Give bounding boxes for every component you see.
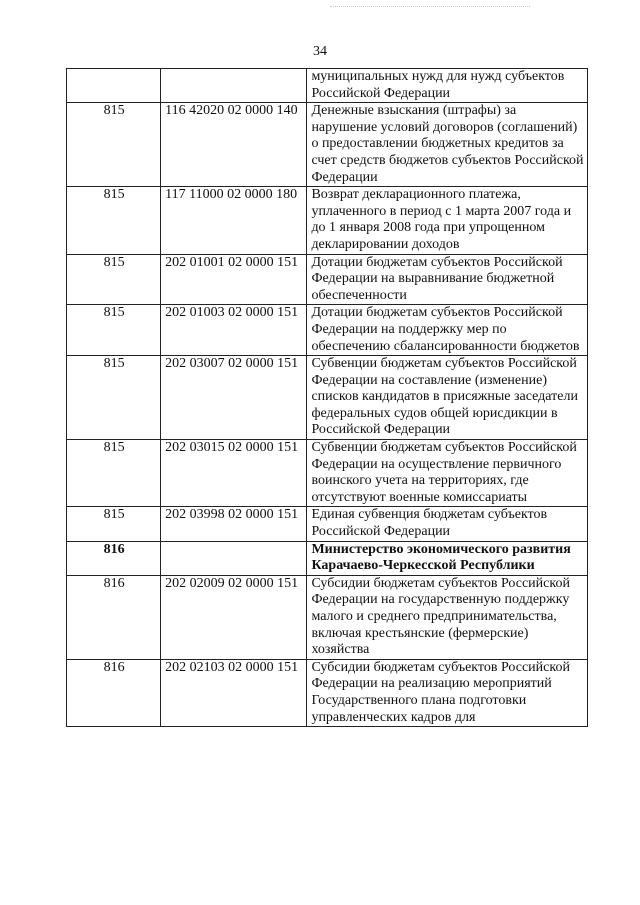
revenue-code-cell: 202 01001 02 0000 151: [161, 254, 307, 305]
scan-noise: [330, 6, 530, 13]
table-body: [67, 69, 588, 727]
admin-code-cell: 815: [67, 356, 161, 440]
admin-code-cell: 816: [67, 575, 161, 659]
revenue-name-cell: Единая субвенция бюджетам субъектов Российской Федерации: [307, 507, 588, 541]
revenue-name-cell: Субвенции бюджетам субъектов Российской Федерации на осуществление первичного воинского учета на территориях, где отсутствуют военные комиссариаты: [307, 440, 588, 507]
table-row: [67, 541, 588, 575]
revenue-code-cell: 202 02103 02 0000 151: [161, 659, 307, 726]
revenue-name-cell: муниципальных нужд для нужд субъектов Российской Федерации: [307, 69, 588, 103]
admin-code-cell: 815: [67, 440, 161, 507]
revenue-code-cell: 202 03998 02 0000 151: [161, 507, 307, 541]
table-row: [67, 305, 588, 356]
revenue-name-cell: Министерство экономического развития Карачаево-Черкесской Республики: [307, 541, 588, 575]
revenue-name-cell: Субсидии бюджетам субъектов Российской Федерации на реализацию мероприятий Государственного плана подготовки управленческих кадров для: [307, 659, 588, 726]
table-row: [67, 187, 588, 254]
admin-code-cell: 815: [67, 103, 161, 187]
revenue-code-cell: 202 02009 02 0000 151: [161, 575, 307, 659]
admin-code-cell: 815: [67, 507, 161, 541]
revenue-code-cell: [161, 69, 307, 103]
table-row: [67, 356, 588, 440]
table-row: [67, 659, 588, 726]
admin-code-cell: 815: [67, 305, 161, 356]
revenue-name-cell: Возврат декларационного платежа, уплаченного в период с 1 марта 2007 года и до 1 января 2008 года при упрощенном декларировании доходов: [307, 187, 588, 254]
table-row: [67, 254, 588, 305]
admin-code-cell: [67, 69, 161, 103]
budget-classification-table: [66, 68, 588, 727]
table-row: [67, 69, 588, 103]
table-row: [67, 507, 588, 541]
revenue-code-cell: 116 42020 02 0000 140: [161, 103, 307, 187]
admin-code-cell: 816: [67, 659, 161, 726]
admin-code-cell: 816: [67, 541, 161, 575]
revenue-code-cell: 202 03007 02 0000 151: [161, 356, 307, 440]
revenue-name-cell: Дотации бюджетам субъектов Российской Федерации на поддержку мер по обеспечению сбалансированности бюджетов: [307, 305, 588, 356]
revenue-name-cell: Субвенции бюджетам субъектов Российской Федерации на составление (изменение) списков кандидатов в присяжные заседатели федеральных судов общей юрисдикции в Российской Федерации: [307, 356, 588, 440]
admin-code-cell: 815: [67, 254, 161, 305]
revenue-name-cell: Субсидии бюджетам субъектов Российской Федерации на государственную поддержку малого и среднего предпринимательства, включая крестьянские (фермерские) хозяйства: [307, 575, 588, 659]
admin-code-cell: 815: [67, 187, 161, 254]
page-number: 34: [313, 44, 327, 59]
table-row: [67, 103, 588, 187]
table-row: [67, 440, 588, 507]
table-row: [67, 575, 588, 659]
revenue-name-cell: Дотации бюджетам субъектов Российской Федерации на выравнивание бюджетной обеспеченности: [307, 254, 588, 305]
revenue-code-cell: [161, 541, 307, 575]
revenue-name-cell: Денежные взыскания (штрафы) за нарушение условий договоров (соглашений) о предоставлении бюджетных кредитов за счет средств бюджетов субъектов Российской Федерации: [307, 103, 588, 187]
revenue-code-cell: 117 11000 02 0000 180: [161, 187, 307, 254]
revenue-code-cell: 202 01003 02 0000 151: [161, 305, 307, 356]
revenue-code-cell: 202 03015 02 0000 151: [161, 440, 307, 507]
